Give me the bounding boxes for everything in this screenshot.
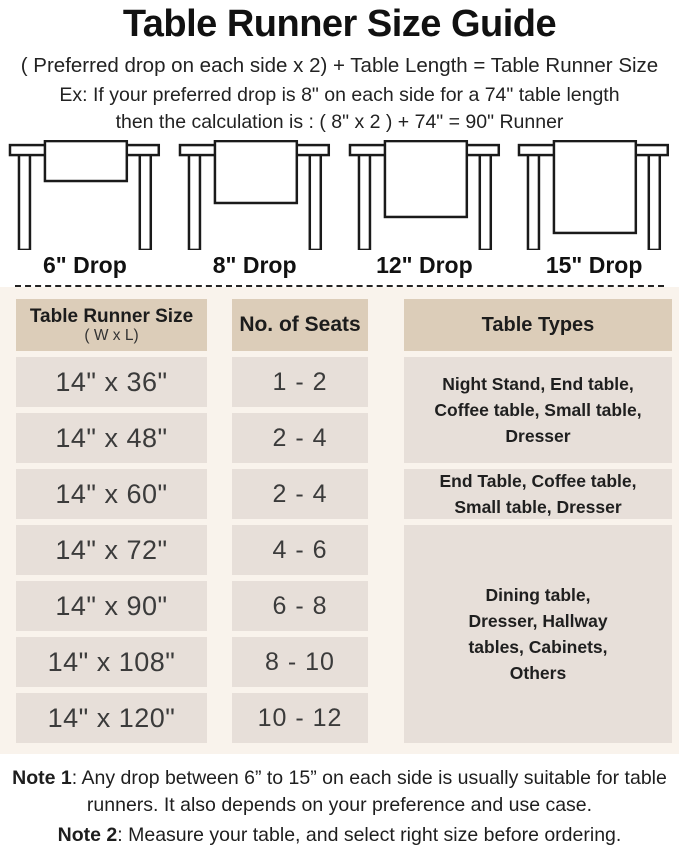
runner-rect <box>554 141 636 233</box>
note-2-text: : Measure your table, and select right size before ordering. <box>117 823 622 846</box>
runner-rect <box>215 141 297 203</box>
size-table <box>16 299 679 743</box>
page-title: Table Runner Size Guide <box>122 3 557 45</box>
illustration-15in-drop <box>509 140 679 250</box>
table-types-cell-medium-tables: End Table, Coffee table, Small table, Dresser <box>404 469 672 519</box>
table-types-cell-large-tables: Dining table, Dresser, Hallway tables, Cabinets, Others <box>404 525 672 743</box>
drop-label-6in: 6" Drop <box>43 252 127 278</box>
size-cell: 14" x 120" <box>16 693 207 743</box>
illustration-6in-drop <box>0 140 170 250</box>
table-leg-right <box>479 154 490 250</box>
size-table-section <box>0 287 679 754</box>
seats-cell: 6 - 8 <box>232 581 368 631</box>
table-leg-left <box>189 154 200 250</box>
col-header-table-types: Table Types <box>404 299 672 351</box>
notes-section <box>0 754 679 849</box>
size-cell: 14" x 90" <box>16 581 207 631</box>
illustration-12in-drop <box>340 140 510 250</box>
formula-text: ( Preferred drop on each side x 2) + Table Length = Table Runner Size <box>20 54 659 77</box>
example-line-1: Ex: If your preferred drop is 8" on each side for a 74" table length <box>59 84 620 106</box>
size-cell: 14" x 48" <box>16 413 207 463</box>
table-side-view-icon <box>509 140 679 250</box>
header-section <box>0 0 679 134</box>
runner-rect <box>45 141 127 181</box>
drop-label-12in: 12" Drop <box>376 252 473 278</box>
table-leg-left <box>528 154 539 250</box>
runner-size-header-subtitle: ( W x L) <box>84 327 139 345</box>
table-leg-right <box>140 154 151 250</box>
example-line-2: then the calculation is : ( 8" x 2 ) + 74" = 90" Runner <box>115 111 564 133</box>
size-cell: 14" x 108" <box>16 637 207 687</box>
drop-label-8in: 8" Drop <box>212 252 297 278</box>
note-2-label: Note 2 <box>57 823 118 846</box>
col-header-runner-size <box>16 299 207 351</box>
runner-rect <box>384 141 466 217</box>
size-cell: 14" x 60" <box>16 469 207 519</box>
table-leg-right <box>649 154 660 250</box>
runner-size-header-title: Table Runner Size <box>29 305 194 327</box>
table-leg-left <box>358 154 369 250</box>
size-cell: 14" x 36" <box>16 357 207 407</box>
note-1-text: : Any drop between 6” to 15” on each side is usually suitable for table runners. It also depends on your preference and use case. <box>71 767 667 817</box>
seats-cell: 4 - 6 <box>232 525 368 575</box>
seats-cell: 8 - 10 <box>232 637 368 687</box>
seats-cell: 1 - 2 <box>232 357 368 407</box>
drop-illustrations <box>0 140 679 250</box>
drop-label-15in: 15" Drop <box>545 252 643 278</box>
col-header-seats: No. of Seats <box>232 299 368 351</box>
table-side-view-icon <box>0 140 170 250</box>
size-cell: 14" x 72" <box>16 525 207 575</box>
table-side-view-icon <box>170 140 340 250</box>
illustration-8in-drop <box>170 140 340 250</box>
seats-cell: 2 - 4 <box>232 413 368 463</box>
table-types-cell-small-tables: Night Stand, End table, Coffee table, Small table, Dresser <box>404 357 672 463</box>
note-1-label: Note 1 <box>12 767 72 789</box>
seats-cell: 10 - 12 <box>232 693 368 743</box>
seats-cell: 2 - 4 <box>232 469 368 519</box>
table-side-view-icon <box>340 140 510 250</box>
table-leg-left <box>19 154 30 250</box>
table-leg-right <box>310 154 321 250</box>
drop-labels-row <box>0 252 679 279</box>
note-1 <box>7 765 672 820</box>
